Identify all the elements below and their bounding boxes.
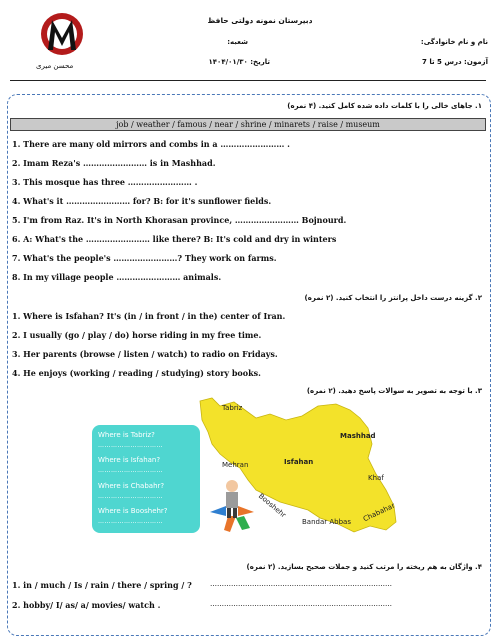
s2-item-4: 4. He enjoys (working / reading / studying) story books. [12,368,261,378]
header-divider [10,80,486,81]
s1-item-1: 1. There are many old mirrors and combs in a …………………… . [12,139,290,149]
s1-item-2: 2. Imam Reza's …………………… is in Mashhad. [12,158,216,168]
answer-line-2: ………………………… [98,467,163,474]
map-questions-card [92,425,200,533]
city-chabahar: Chabahar [362,501,397,524]
person-with-arrows-illustration [204,476,260,532]
map-question-1: Where is Tabriz? [98,431,155,439]
exam-label: آزمون: درس 5 تا 7 [422,58,488,66]
s1-item-6: 6. A: What's the …………………… like there? B: It's cold and dry in winters [12,234,337,244]
city-bandar-abbas: Bandar Abbas [302,518,351,526]
s2-item-3: 3. Her parents (browse / listen / watch) to radio on Fridays. [12,349,278,359]
date-label: تاریخ: ۱۴۰۴/۰۱/۳۰ [208,58,270,66]
map-question-3: Where is Chabahr? [98,482,165,490]
section3-title: ۳. با توجه به تصویر به سوالات پاسخ دهید. (۲ نمره) [306,387,482,395]
section2-title: ۲. گزینه درست داخل پرانتز را انتخاب کنید. (۲ نمره) [304,294,482,302]
s4-item-2: 2. hobby/ I/ as/ a/ movies/ watch . [12,600,161,610]
exam-body-frame [7,94,491,636]
city-mehran: Mehran [222,461,249,469]
school-title: دبیرستان نمونه دولتی حافظ [207,16,313,25]
city-mashhad: Mashhad [340,432,376,440]
city-tabriz: Tabriz [222,404,243,412]
s1-item-7: 7. What's the people's ……………………? They work on farms. [12,253,277,263]
section4-title: ۴. واژگان به هم ریخته را مرتب کنید و جملات صحیح بسازید. (۲ نمره) [246,563,482,571]
s4-answer-line-2: …………………………………………………………………… [210,600,392,608]
logo [38,10,86,58]
answer-line-1: ………………………… [98,442,163,449]
s2-item-1: 1. Where is Isfahan? It's (in / in front / in the) center of Iran. [12,311,286,321]
word-bank: job / weather / famous / near / shrine / minarets / raise / museum [10,118,486,131]
name-label: نام و نام خانوادگی: [420,38,488,46]
s1-item-3: 3. This mosque has three …………………… . [12,177,198,187]
s1-item-5: 5. I'm from Raz. It's in North Khorasan province, …………………… Bojnourd. [12,215,347,225]
map-question-2: Where is Isfahan? [98,456,161,464]
author-name: محسن میری [36,62,74,70]
answer-line-4: ………………………… [98,518,163,525]
s2-item-2: 2. I usually (go / play / do) horse riding in my free time. [12,330,262,340]
s1-item-8: 8. In my village people …………………… animals. [12,272,222,282]
section1-title: ۱. جاهای خالی را با کلمات داده شده کامل کنید. (۴ نمره) [287,102,482,110]
answer-line-3: ………………………… [98,493,163,500]
city-isfahan: Isfahan [284,458,314,466]
map-question-4: Where is Booshehr? [98,507,168,515]
s4-item-1: 1. in / much / Is / rain / there / spring / ? [12,580,192,590]
s4-answer-line-1: …………………………………………………………………… [210,580,392,588]
s1-item-4: 4. What's it …………………… for? B: for it's sunflower fields. [12,196,272,206]
branch-label: شعبه: [227,38,248,46]
city-booshehr: Booshehr [256,492,288,520]
city-khaf: Khaf [368,474,384,482]
